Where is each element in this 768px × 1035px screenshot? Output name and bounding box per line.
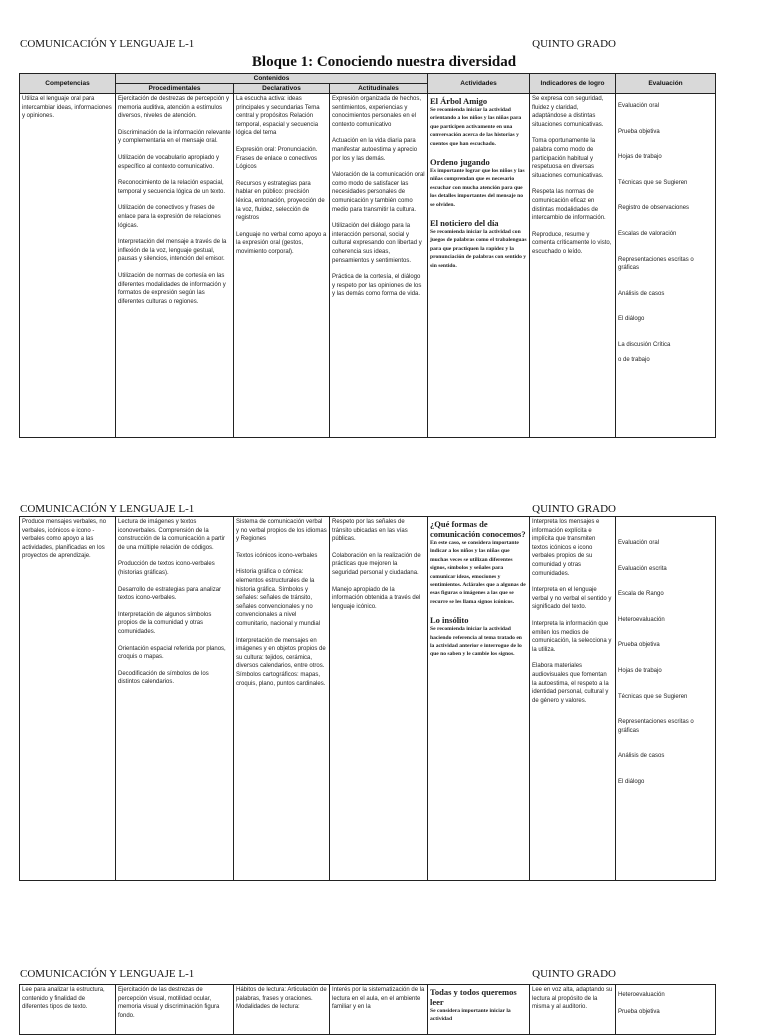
actitudinal-item: Interés por la sistematización de la lectura en el aula, en el ambiente familiar y en la xyxy=(332,987,425,1011)
declarativo-item: Lenguaje no verbal como apoyo a la expresión oral (gestos, movimiento corporal). xyxy=(236,231,327,255)
cell-competencia xyxy=(20,94,116,438)
activity-title: El Árbol Amigo xyxy=(430,96,488,106)
activity-description: Se recomienda iniciar la actividad orientando a los niños y las niñas para que participen activamente en una conversación acerca de las historias y cuentos que han escuchado. xyxy=(430,107,522,147)
indicador-item: Toma oportunamente la palabra como modo de participación habitual y respetuosa en diversas situaciones comunicativas. xyxy=(532,138,604,179)
cell-actividades xyxy=(428,94,530,438)
header-evaluacion: Evaluación xyxy=(616,74,716,94)
procedimental-item: Ejercitación de las destrezas de percepción visual, motilidad ocular, memoria visual y discriminación figura fondo. xyxy=(118,987,220,1019)
procedimental-item: Utilización de conectivos y frases de enlace para la expresión de relaciones lógicas. xyxy=(118,205,221,229)
curriculum-table-2 xyxy=(19,516,716,881)
evaluacion-item: Representaciones escritas o gráficas xyxy=(618,719,694,734)
activity-title: Todas y todos queremos leer xyxy=(430,987,517,1007)
cell-actitudinales xyxy=(330,985,428,1035)
evaluacion-item: Evaluación oral xyxy=(618,540,660,546)
actitudinal-item: Colaboración en la realización de prácticas que mejoren la seguridad personal y ciudadana. xyxy=(332,552,421,576)
evaluacion-item: El diálogo xyxy=(618,316,645,323)
indicador-item: Respeta las normas de comunicación eficaz en distintas modalidades de intercambio de información. xyxy=(532,189,606,222)
declarativo-item: Interpretación de mensajes en imágenes y en objetos propios de su cultura: tejidos, cerámica, diversos calendarios, entre otros. Símbolos cartográficos: mapas, croquis, plano, puntos cardinales. xyxy=(236,637,326,687)
header-actividades: Actividades xyxy=(428,74,530,94)
actitudinal-item: Práctica de la cortesía, el diálogo y respeto por las opiniones de los y las demás como forma de vida. xyxy=(332,274,422,298)
curriculum-table-3 xyxy=(19,984,716,1035)
procedimental-item: Reconocimiento de la relación espacial, temporal y secuencia lógica de un texto. xyxy=(118,180,226,195)
declarativo-item: Recursos y estrategias para hablar en público: precisión léxica, entonación, proyección de la voz, fluidez, selección de registros xyxy=(236,180,325,222)
cell-competencia xyxy=(20,517,116,881)
course-title: COMUNICACIÓN Y LENGUAJE L-1 xyxy=(20,968,195,980)
evaluacion-item: Representaciones escritas o gráficas xyxy=(618,256,694,272)
evaluacion-item: Análisis de casos xyxy=(618,753,665,760)
header-competencias: Competencias xyxy=(20,74,116,94)
evaluacion-item: Escala de Rango xyxy=(618,591,664,598)
header-declarativos: Declarativos xyxy=(234,84,330,94)
course-title: COMUNICACIÓN Y LENGUAJE L-1 xyxy=(20,503,195,515)
cell-procedimentales xyxy=(116,985,234,1035)
indicador-item: Elabora materiales audiovisuales que fomentan la autoestima, el respeto a la identidad personal, cultural y de género y valores. xyxy=(532,663,609,704)
evaluacion-item: Prueba objetiva xyxy=(618,128,660,135)
evaluacion-item: Registro de observaciones xyxy=(618,205,690,212)
evaluacion-item: Heteroevaluación xyxy=(618,616,665,623)
activity-description: Se recomienda iniciar la actividad haciendo referencia al tema tratado en la actividad anterior e interrogue de lo que no saben y le cambie los signos. xyxy=(430,626,522,658)
cell-actitudinales xyxy=(330,517,428,881)
activity-description: Se considera importante iniciar la actividad xyxy=(430,1008,511,1023)
evaluacion-item: Prueba objetiva xyxy=(618,642,660,649)
cell-declarativos xyxy=(234,985,330,1035)
procedimental-item: Utilización de normas de cortesía en las diferentes modalidades de información y formatos de expresión según las diferentes culturas o regiones. xyxy=(118,272,226,305)
competencia-text: Utiliza el lenguaje oral para intercambiar ideas, informaciones y opiniones. xyxy=(22,96,112,120)
activity-title: ¿Qué formas de comunicación conocemos? xyxy=(430,519,526,539)
evaluacion-item: Hojas de trabajo xyxy=(618,667,662,674)
block-title: Bloque 1: Conociendo nuestra diversidad xyxy=(251,54,517,70)
indicador-item: Reproduce, resume y comenta críticamente lo visto, escuchado o leído. xyxy=(532,231,612,255)
procedimental-item: Interpretación de algunos símbolos propios de la comunidad y otras comunidades. xyxy=(118,611,212,635)
activity-description: En este caso, se considera importante indicar a los niños y las niñas que muchas veces se utilizan diferentes signos, símbolos y señales para comunicar ideas, emociones y sentimientos. Aclárales que a algunas de esas figuras o imágenes a las que se recurre se les llama signos icónicos. xyxy=(430,540,526,605)
actitudinal-item: Respeto por las señales de tránsito ubicadas en las vías públicas. xyxy=(332,519,408,543)
evaluacion-item: o de trabajo xyxy=(618,356,650,363)
actitudinal-item: Valoración de la comunicación oral como modo de satisfacer las necesidades personales de comunicación y también como medio para transmitir la cultura. xyxy=(332,172,425,213)
activity-title: Ordeno jugando xyxy=(430,157,490,168)
actitudinal-item: Manejo apropiado de la información obtenida a través del lenguaje icónico. xyxy=(332,586,421,610)
procedimental-item: Lectura de imágenes y textos iconoverbales. Comprensión de la construcción de la comunicación a partir de una múltiple relación de códigos. xyxy=(118,519,226,551)
activity-description: Se recomienda iniciar la actividad con juegos de palabras como el trabalenguas para que practiquen la rapidez y la pronunciación de palabras con sentido y sin sentido. xyxy=(430,229,527,269)
evaluacion-item: Técnicas que se Sugieren xyxy=(618,179,688,186)
procedimental-item: Interpretación del mensaje a través de la inflexión de la voz, lenguaje gestual, pausas y silencios, intención del emisor. xyxy=(118,239,227,263)
declarativo-item: Hábitos de lectura: Articulación de palabras, frases y oraciones. Modalidades de lectura: xyxy=(236,987,327,1011)
cell-indicadores xyxy=(530,94,616,438)
cell-procedimentales xyxy=(116,517,234,881)
cell-indicadores xyxy=(530,517,616,881)
evaluacion-item: Prueba objetiva xyxy=(618,1008,660,1015)
actitudinal-item: Expresión organizada de hechos, sentimientos, experiencias y conocimientos personales en el contexto comunicativo xyxy=(332,96,422,128)
evaluacion-item: Heteroevaluación xyxy=(618,992,665,998)
evaluacion-item: Análisis de casos xyxy=(618,290,665,297)
declarativo-item: La escucha activa: ideas principales y secundarias Tema central y propósitos Relación temporal, espacial y secuencia lógica del tema xyxy=(236,96,320,137)
indicador-item: Interpreta la información que emiten los medios de comunicación, la selecciona y la utiliza. xyxy=(532,620,612,653)
procedimental-item: Orientación espacial referida por planos, croquis o mapas. xyxy=(118,645,226,661)
cell-declarativos xyxy=(234,94,330,438)
header-actitudinales: Actitudinales xyxy=(330,84,428,94)
cell-declarativos xyxy=(234,517,330,881)
evaluacion-item: Evaluación oral xyxy=(618,103,660,109)
declarativo-item: Historia gráfica o cómica: elementos estructurales de la historia gráfica. Símbolos y señales: señales de tránsito, señales convencionales y no convencionales a nivel comunitario, nacional y mundial xyxy=(236,569,321,627)
procedimental-item: Decodificación de símbolos de los distintos calendarios. xyxy=(118,670,209,686)
indicador-item: Interpreta los mensajes e información explícita e implícita que transmiten textos icónicos e icono verbales propios de su comunidad y otras comunidades. xyxy=(532,519,600,577)
procedimental-item: Utilización de vocabulario apropiado y específico al contexto comunicativo. xyxy=(118,154,220,170)
procedimental-item: Discriminación de la información relevante y complementaria en el mensaje oral. xyxy=(118,129,231,145)
procedimental-item: Producción de textos icono-verbales (historias gráficas). xyxy=(118,561,215,576)
cell-actividades xyxy=(428,517,530,881)
indicador-item: Se expresa con seguridad, fluidez y claridad, adaptándose a distintas situaciones comunicativas. xyxy=(532,96,604,128)
grade-label: QUINTO GRADO xyxy=(532,968,616,980)
evaluacion-item: Técnicas que se Sugieren xyxy=(618,693,688,700)
activity-description: Es importante lograr que los niños y las niñas comprendan que es necesario escuchar con mucha atención para que los detalles importantes del mensaje no se olviden. xyxy=(430,168,525,208)
competencia-text: Lee para analizar la estructura, contenido y finalidad de diferentes tipos de texto. xyxy=(22,987,105,1011)
cell-procedimentales xyxy=(116,94,234,438)
activity-title: Lo insólito xyxy=(430,615,469,626)
evaluacion-item: Escalas de valoración xyxy=(618,230,677,237)
cell-actitudinales xyxy=(330,94,428,438)
declarativo-item: Sistema de comunicación verbal y no verbal propios de los idiomas y Regiones xyxy=(236,519,327,543)
cell-evaluacion xyxy=(616,985,716,1035)
cell-indicadores xyxy=(530,985,616,1035)
actitudinal-item: Actuación en la vida diaria para manifestar autoestima y aprecio por los y las demás. xyxy=(332,138,418,162)
cell-actividades xyxy=(428,985,530,1035)
grade-label: QUINTO GRADO xyxy=(532,503,616,515)
competencia-text: Produce mensajes verbales, no verbales, icónicos e icono - verbales como apoyo a las actividades, planificadas en los proyectos de aprendizaje. xyxy=(22,519,107,560)
actitudinal-item: Utilización del diálogo para la interacción personal, social y cultural expresando con libertad y coherencia sus ideas, pensamientos y sentimientos. xyxy=(332,223,422,264)
evaluacion-item: Evaluación escrita xyxy=(618,565,667,572)
declarativo-item: Expresión oral: Pronunciación. Frases de enlace o conectivos Lógicos xyxy=(236,146,318,171)
cell-competencia xyxy=(20,985,116,1035)
procedimental-item: Desarrollo de estrategias para analizar textos icono-verbales. xyxy=(118,586,222,602)
indicador-item: Lee en voz alta, adaptando su lectura al propósito de la misma y al auditorio. xyxy=(532,987,613,1011)
evaluacion-item: Hojas de trabajo xyxy=(618,154,662,161)
indicador-item: Interpreta en el lenguaje verbal y no verbal el sentido y significado del texto. xyxy=(532,587,612,611)
evaluacion-item: El diálogo xyxy=(618,778,645,785)
evaluacion-item: La discusión Crítica xyxy=(618,341,671,348)
header-indicadores: Indicadores de logro xyxy=(530,74,616,94)
header-contenidos: Contenidos xyxy=(116,74,428,84)
procedimental-item: Ejercitación de destrezas de percepción y memoria auditiva, atención a estímulos diversos, niveles de atención. xyxy=(118,96,230,120)
course-title: COMUNICACIÓN Y LENGUAJE L-1 xyxy=(20,38,195,50)
grade-label: QUINTO GRADO xyxy=(532,38,616,50)
header-procedimentales: Procedimentales xyxy=(116,84,234,94)
cell-evaluacion xyxy=(616,517,716,881)
declarativo-item: Textos icónicos icono-verbales xyxy=(236,552,318,559)
curriculum-table-1 xyxy=(19,73,716,438)
cell-evaluacion xyxy=(616,94,716,438)
activity-title: El noticiero del día xyxy=(430,218,499,229)
